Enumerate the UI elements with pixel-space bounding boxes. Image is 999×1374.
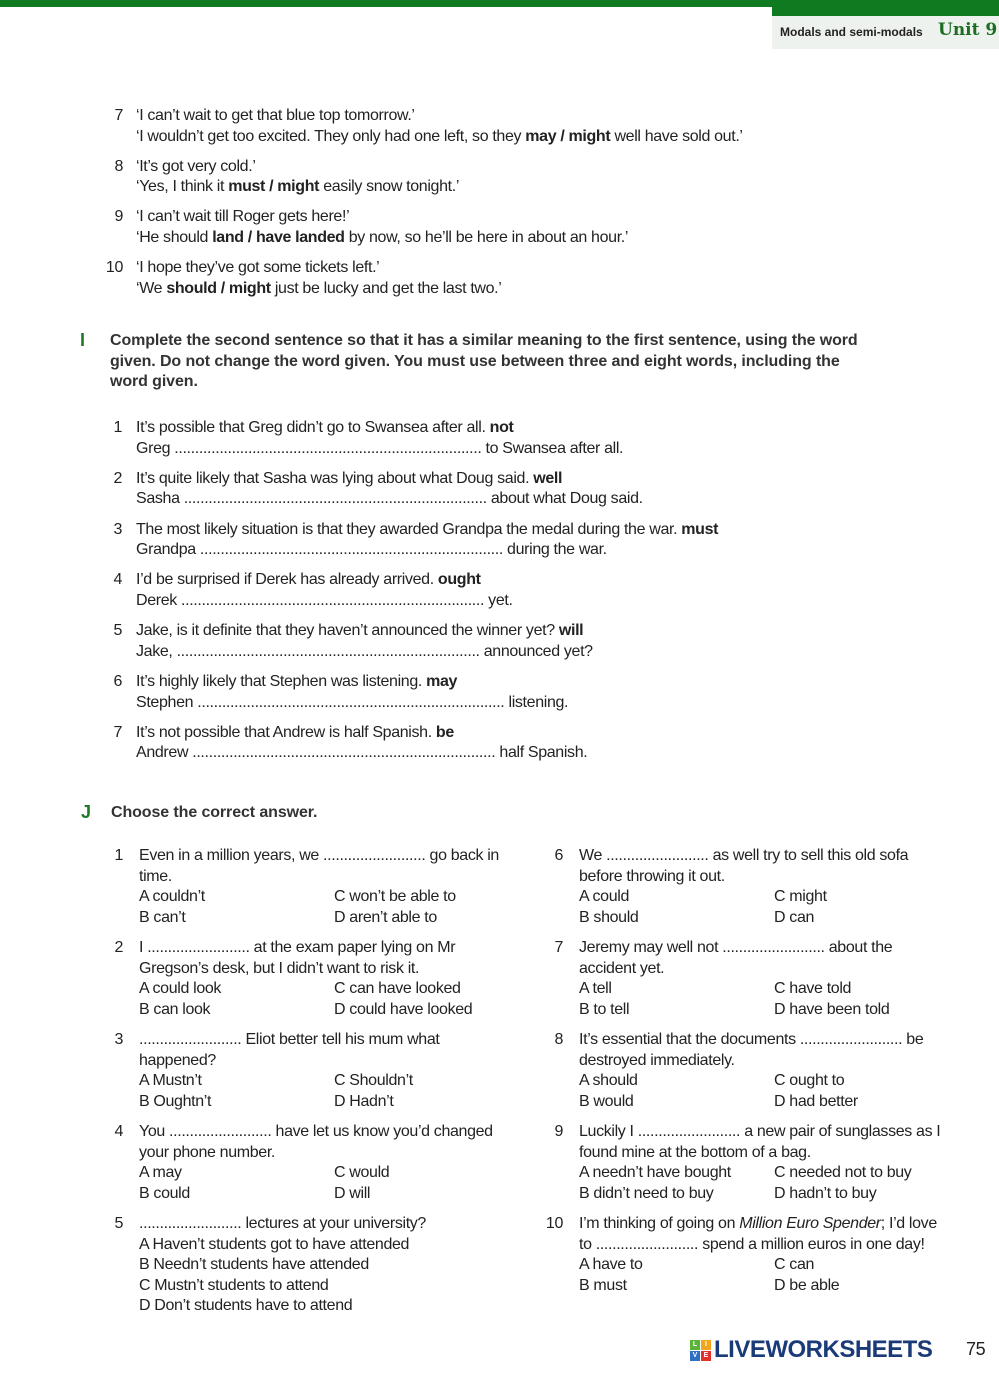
answer-options: [139, 1163, 511, 1204]
answer-option[interactable]: A Mustn’t: [139, 1072, 202, 1089]
line-1: [136, 418, 623, 439]
text-segment: Even in a million years, we ......................... go back in time.: [139, 847, 499, 885]
item-number: 7: [113, 723, 122, 741]
line-1: [136, 570, 513, 591]
section-i-instruction: Complete the second sentence so that it has a similar meaning to the first sentence, using the word given. Do not change the word given. You must use between three and eight words, including the word given.: [110, 332, 858, 390]
logo-text: LIVEWORKSHEETS: [714, 1336, 933, 1363]
keyword: must: [681, 520, 719, 538]
question-stem: [579, 1030, 951, 1071]
answer-option[interactable]: C needed not to buy: [774, 1164, 912, 1181]
chapter-title: Modals and semi-modals: [780, 25, 923, 39]
question-stem: [579, 938, 951, 979]
question-item: [554, 1122, 951, 1204]
line-2: [136, 743, 587, 764]
question-stem: [139, 1030, 511, 1071]
text-segment: I’m thinking of going on: [579, 1215, 740, 1232]
answer-option[interactable]: D could have looked: [334, 1000, 473, 1018]
text-segment: Jake, is it definite that they haven’t announced the winner yet?: [136, 622, 559, 640]
question-item: [114, 846, 511, 928]
item-text: [136, 258, 501, 299]
line-2: [136, 591, 513, 612]
item-number: 7: [114, 107, 123, 124]
question-number: 4: [114, 1123, 123, 1140]
line-1: [136, 621, 593, 642]
line-1: [136, 469, 643, 490]
answer-option[interactable]: C won’t be able to: [334, 888, 456, 905]
text-segment: I’d be surprised if Derek has already arrived.: [136, 571, 438, 589]
line-1: [136, 207, 628, 228]
section-j-right-column: [545, 846, 951, 1296]
answer-option[interactable]: C would: [334, 1164, 390, 1181]
question-stem: [139, 1214, 511, 1235]
text-segment: ‘I wouldn’t get too excited. They only had one left, so they: [136, 127, 526, 145]
answer-option[interactable]: A tell: [579, 980, 612, 997]
text-segment: ......................... Eliot better tell his mum what happened?: [139, 1031, 440, 1069]
answer-option[interactable]: D be able: [774, 1276, 840, 1294]
text-segment: ......................... lectures at your university?: [139, 1215, 426, 1232]
line-2: [136, 127, 743, 148]
answer-option[interactable]: B Needn’t students have attended: [139, 1256, 369, 1273]
question-number: 2: [114, 939, 123, 956]
item-text: [136, 469, 643, 510]
answer-option[interactable]: B can’t: [139, 908, 186, 926]
answer-option[interactable]: A may: [139, 1164, 182, 1181]
question-item: [554, 1030, 951, 1112]
logo-tile: E: [701, 1351, 711, 1361]
keyword: well: [533, 469, 563, 487]
answer-option[interactable]: D have been told: [774, 1000, 890, 1018]
answer-option[interactable]: B should: [579, 908, 639, 926]
answer-option[interactable]: B to tell: [579, 1000, 630, 1018]
question-item: [554, 938, 951, 1020]
logo-tile: V: [690, 1351, 700, 1361]
answer-option[interactable]: D can: [774, 908, 815, 926]
item-text: [136, 106, 743, 147]
answer-options: [579, 979, 951, 1020]
question-stem: [579, 1214, 951, 1255]
text-segment: just be lucky and get the last two.’: [270, 279, 502, 297]
answer-option[interactable]: B can look: [139, 1000, 211, 1018]
text-segment: Stephen ........................................................................... listening.: [136, 693, 569, 711]
item-text: [136, 157, 459, 198]
answer-options: [579, 1163, 951, 1204]
line-2: [136, 540, 718, 561]
answer-option[interactable]: B could: [139, 1184, 190, 1202]
text-segment: ‘We: [136, 279, 167, 297]
text-segment: Jake, .......................................................................... announced yet?: [136, 642, 593, 660]
text-segment: It’s highly likely that Stephen was listening.: [136, 673, 427, 690]
keyword: land / have landed: [212, 228, 345, 246]
line-2: [136, 489, 643, 510]
line-1: [136, 723, 587, 744]
line-2: [136, 439, 623, 460]
line-1: [136, 520, 718, 541]
answer-option[interactable]: D hadn’t to buy: [774, 1184, 877, 1202]
answer-options: [579, 1071, 951, 1112]
line-1: [136, 157, 459, 178]
item-number: 3: [113, 520, 122, 538]
text-segment: It’s quite likely that Sasha was lying about what Doug said.: [136, 469, 534, 487]
answer-option[interactable]: B Oughtn’t: [139, 1092, 212, 1110]
question-number: 6: [554, 847, 563, 864]
item-text: [136, 520, 718, 561]
item-number: 10: [105, 259, 123, 277]
keyword: may / might: [525, 127, 611, 145]
answer-option[interactable]: B would: [579, 1092, 634, 1110]
answer-option[interactable]: C ought to: [774, 1072, 845, 1089]
question-item: [114, 1030, 511, 1112]
text-segment: Derek .......................................................................... yet.: [136, 591, 513, 609]
section-j-letter: J: [81, 802, 91, 822]
answer-option[interactable]: A couldn’t: [139, 888, 205, 905]
line-1: [136, 106, 743, 127]
answer-options: [579, 887, 951, 928]
question-number: 7: [554, 939, 563, 956]
logo-tiles-icon: [690, 1340, 711, 1361]
answer-option[interactable]: D will: [334, 1184, 371, 1202]
text-segment: Jeremy may well not ......................... about the accident yet.: [579, 939, 893, 977]
item-number: 1: [113, 419, 122, 436]
text-segment: You ......................... have let us know you’d changed your phone number.: [139, 1123, 493, 1161]
text-segment: ‘It’s got very cold.’: [136, 157, 256, 175]
question-stem: [139, 846, 511, 887]
answer-option[interactable]: D Don’t students have to attend: [139, 1297, 353, 1314]
text-segment: It’s possible that Greg didn’t go to Swansea after all.: [136, 419, 490, 436]
text-segment: Andrew .......................................................................... half Spanish.: [136, 744, 588, 762]
item-number: 6: [113, 673, 122, 690]
answer-option[interactable]: C Shouldn’t: [334, 1072, 413, 1089]
answer-option[interactable]: A could: [579, 888, 630, 905]
answer-option[interactable]: A Haven’t students got to have attended: [139, 1235, 410, 1253]
item-text: [136, 723, 587, 764]
line-2: [136, 228, 628, 249]
item-number: 8: [114, 157, 123, 175]
item-text: [136, 418, 623, 459]
text-segment: easily snow tonight.’: [319, 178, 460, 196]
text-segment: We ......................... as well try to sell this old sofa before throwing it out.: [579, 847, 909, 885]
answer-option[interactable]: D had better: [774, 1092, 858, 1110]
text-segment: I ......................... at the exam paper lying on Mr Gregson’s desk, but I didn’t want to risk it.: [139, 939, 456, 977]
answer-option[interactable]: C might: [774, 888, 827, 905]
section-j-left-column: [114, 846, 511, 1317]
header-green-tab: [772, 0, 999, 16]
answer-option[interactable]: A could look: [139, 980, 222, 997]
answer-option[interactable]: D aren’t able to: [334, 908, 437, 926]
text-segment: Luckily I ......................... a new pair of sunglasses as I found mine at the bottom of a bag.: [579, 1123, 941, 1161]
title-italic: Million Euro Spender: [739, 1215, 881, 1232]
keyword: ought: [437, 571, 481, 589]
text-segment: ; I’d love to ......................... spend a million euros in one day!: [579, 1215, 937, 1253]
text-segment: ‘He should: [136, 228, 213, 246]
answer-option[interactable]: D Hadn’t: [334, 1092, 394, 1110]
question-number: 10: [545, 1215, 563, 1232]
text-segment: ‘Yes, I think it: [136, 178, 229, 196]
line-2: [136, 279, 501, 300]
text-segment: Sasha .......................................................................... about what Doug said.: [136, 490, 643, 508]
answer-options: [139, 979, 511, 1020]
line-2: [136, 177, 459, 198]
keyword: must / might: [228, 178, 320, 196]
keyword: will: [558, 622, 584, 640]
text-segment: It’s not possible that Andrew is half Spanish.: [136, 723, 436, 741]
text-segment: The most likely situation is that they awarded Grandpa the medal during the war.: [136, 520, 682, 538]
text-segment: ‘I hope they’ve got some tickets left.’: [136, 259, 380, 277]
text-segment: by now, so he’ll be here in about an hour.’: [344, 228, 629, 246]
text-segment: ‘I can’t wait to get that blue top tomorrow.’: [136, 107, 415, 124]
answer-options: [139, 887, 511, 928]
answer-option[interactable]: C have told: [774, 980, 852, 997]
item-number: 4: [113, 571, 122, 589]
item-text: [136, 621, 593, 662]
item-text: [136, 207, 628, 248]
line-1: [136, 672, 568, 693]
answer-option[interactable]: C Mustn’t students to attend: [139, 1276, 329, 1294]
question-number: 5: [114, 1215, 123, 1232]
answer-options: [579, 1255, 951, 1296]
keyword: be: [435, 723, 454, 741]
answer-option[interactable]: A needn’t have bought: [579, 1164, 731, 1181]
question-item: [554, 846, 951, 928]
keyword: not: [489, 419, 514, 436]
item-number: 2: [113, 469, 122, 487]
answer-options: [139, 1071, 511, 1112]
item-text: [136, 570, 513, 611]
answer-option[interactable]: C can have looked: [334, 980, 461, 997]
answer-option[interactable]: B didn’t need to buy: [579, 1184, 714, 1202]
liveworksheets-logo: [690, 1336, 932, 1364]
text-segment: Greg ........................................................................... to Swansea after all.: [136, 439, 624, 457]
answer-option[interactable]: B must: [579, 1276, 627, 1294]
answer-options: [139, 1235, 511, 1317]
question-stem: [139, 938, 511, 979]
line-1: [136, 258, 501, 279]
question-stem: [579, 846, 951, 887]
item-number: 9: [114, 208, 123, 226]
question-number: 3: [114, 1031, 123, 1048]
question-item: [114, 1214, 511, 1317]
question-item: [114, 938, 511, 1020]
answer-option[interactable]: A have to: [579, 1256, 643, 1273]
question-number: 9: [554, 1123, 563, 1140]
text-segment: Grandpa .......................................................................... during the war.: [136, 541, 607, 559]
text-segment: well have sold out.’: [610, 127, 743, 145]
item-number: 5: [113, 622, 122, 640]
section-i-letter: I: [80, 330, 85, 350]
question-number: 8: [554, 1031, 563, 1048]
item-text: [136, 672, 568, 713]
logo-tile: I: [701, 1340, 711, 1350]
question-stem: [139, 1122, 511, 1163]
page-number: 75: [966, 1339, 986, 1359]
logo-tile: L: [690, 1340, 700, 1350]
unit-label: Unit 9: [938, 20, 998, 40]
question-item: [545, 1214, 951, 1296]
line-2: [136, 693, 568, 714]
line-2: [136, 642, 593, 663]
section-j-instruction: Choose the correct answer.: [111, 804, 318, 821]
question-number: 1: [114, 847, 123, 864]
text-segment: It’s essential that the documents ......................... be destroyed immediately.: [579, 1031, 924, 1069]
question-item: [114, 1122, 511, 1204]
question-stem: [579, 1122, 951, 1163]
text-segment: ‘I can’t wait till Roger gets here!’: [136, 208, 350, 226]
keyword: may: [426, 673, 458, 690]
answer-option[interactable]: C can: [774, 1256, 815, 1273]
answer-option[interactable]: A should: [579, 1072, 638, 1089]
keyword: should / might: [166, 279, 271, 297]
